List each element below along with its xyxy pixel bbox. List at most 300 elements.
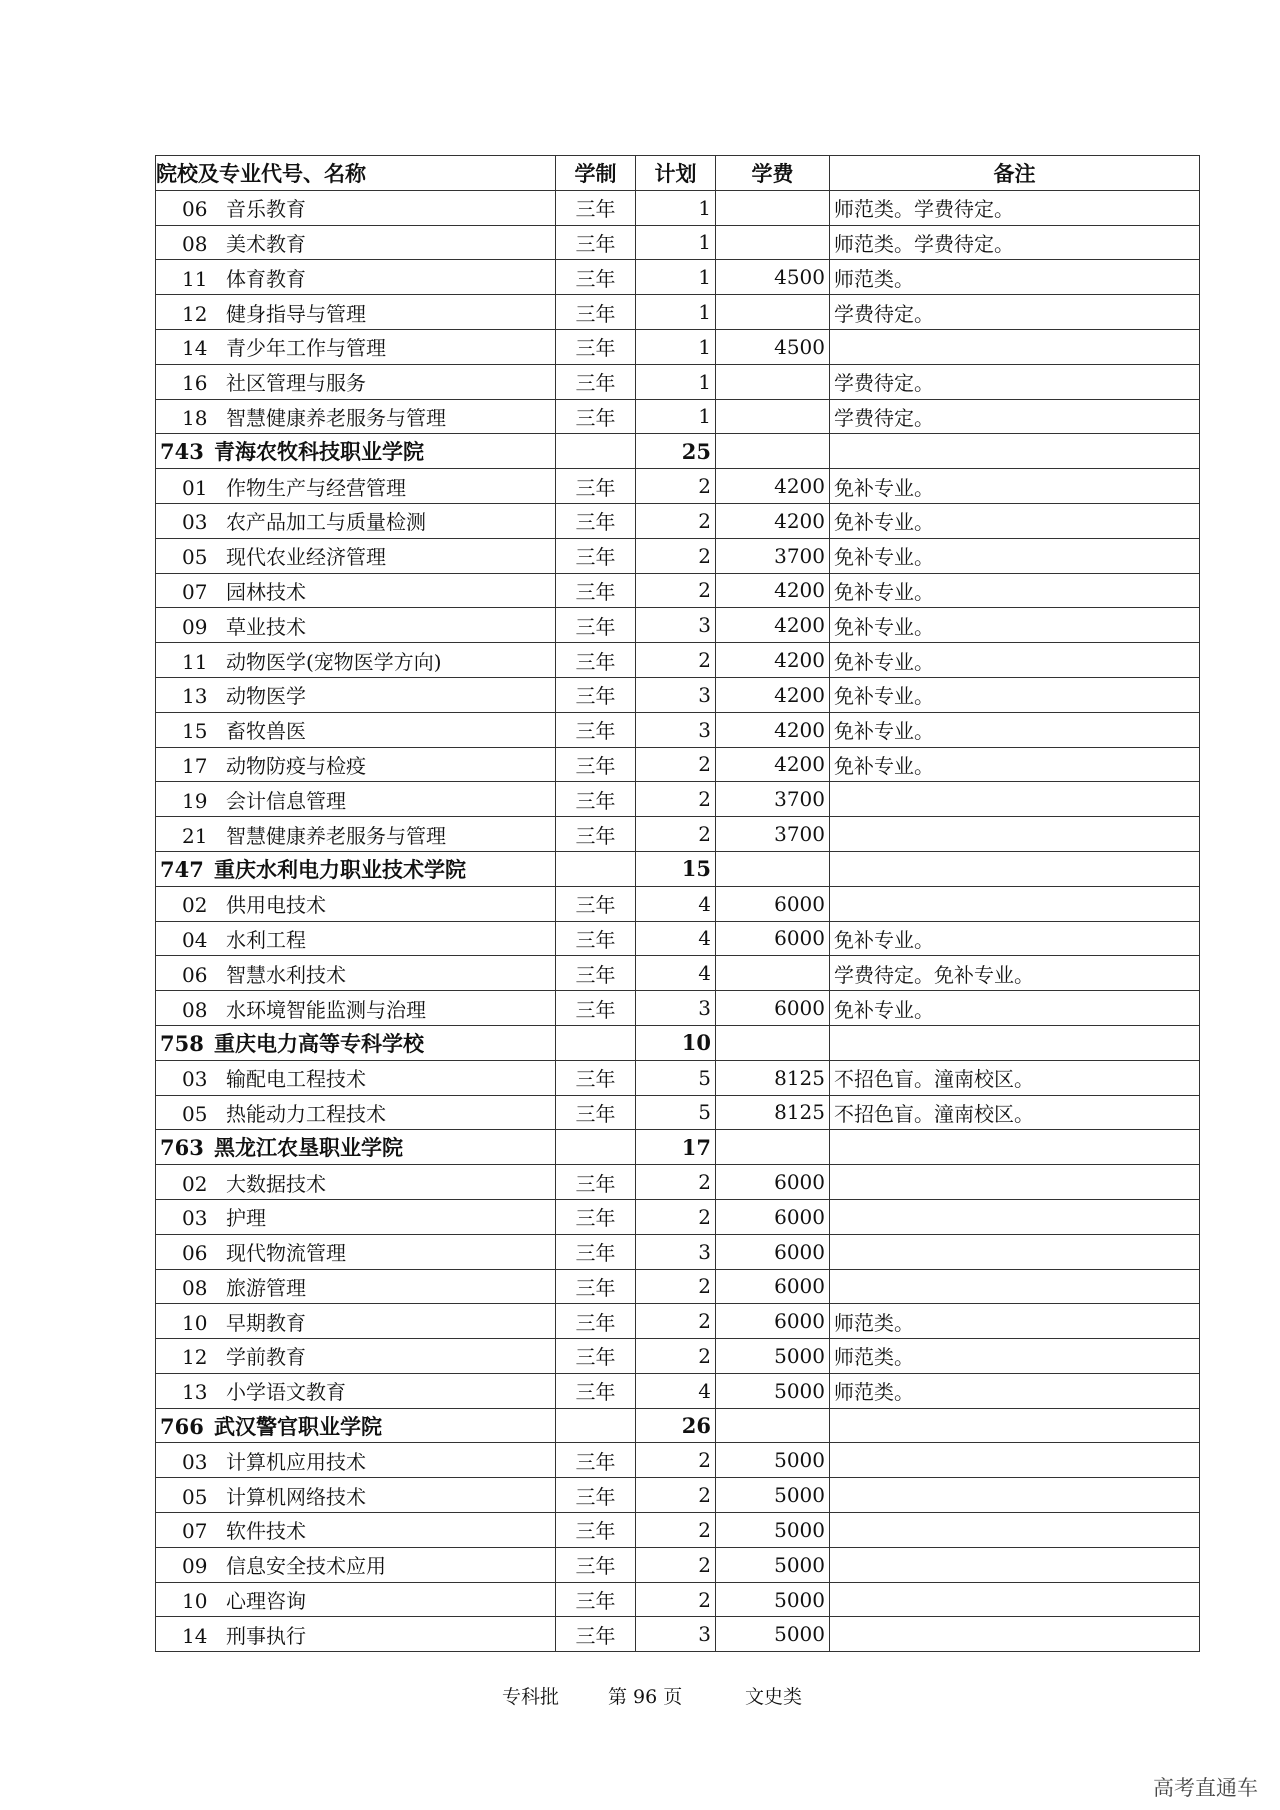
major-name: 作物生产与经营管理 [226, 475, 406, 500]
college-row [156, 851, 1200, 886]
major-code: 03 [182, 1449, 208, 1474]
college-length [556, 1408, 636, 1443]
major-plan: 1 [636, 225, 716, 260]
major-plan: 5 [636, 1095, 716, 1130]
college-row [156, 1025, 1200, 1060]
major-fee: 5000 [716, 1617, 830, 1652]
college-code: 758 [160, 1030, 204, 1056]
major-code: 05 [182, 1484, 208, 1509]
major-row [156, 1060, 1200, 1095]
major-cell [156, 1373, 556, 1408]
major-cell [156, 399, 556, 434]
major-plan: 2 [636, 1582, 716, 1617]
major-length: 三年 [556, 1234, 636, 1269]
major-name: 软件技术 [226, 1519, 306, 1544]
major-code: 16 [182, 371, 208, 396]
major-length: 三年 [556, 1304, 636, 1339]
major-length: 三年 [556, 956, 636, 991]
major-fee: 5000 [716, 1547, 830, 1582]
major-cell [156, 817, 556, 852]
major-row [156, 643, 1200, 678]
major-note: 免补专业。 [830, 469, 1200, 504]
major-name: 会计信息管理 [226, 788, 346, 813]
footer-category: 文史类 [745, 1686, 803, 1708]
major-code: 14 [182, 336, 208, 361]
major-cell [156, 1478, 556, 1513]
college-cell [156, 434, 556, 469]
major-name: 草业技术 [226, 614, 306, 639]
major-fee: 4200 [716, 573, 830, 608]
major-plan: 2 [636, 573, 716, 608]
major-row [156, 1339, 1200, 1374]
major-name: 水利工程 [226, 927, 306, 952]
major-plan: 3 [636, 608, 716, 643]
major-cell [156, 1304, 556, 1339]
major-code: 10 [182, 1310, 208, 1335]
major-code: 15 [182, 719, 208, 744]
major-plan: 2 [636, 1199, 716, 1234]
college-name: 青海农牧科技职业学院 [214, 439, 424, 465]
major-name: 信息安全技术应用 [226, 1554, 386, 1579]
major-name: 农产品加工与质量检测 [226, 510, 426, 535]
major-plan: 3 [636, 991, 716, 1026]
major-fee: 5000 [716, 1478, 830, 1513]
major-note: 师范类。 [830, 1304, 1200, 1339]
major-length: 三年 [556, 364, 636, 399]
major-cell [156, 1443, 556, 1478]
major-length: 三年 [556, 573, 636, 608]
major-fee: 3700 [716, 817, 830, 852]
major-row [156, 538, 1200, 573]
college-plan-total: 25 [636, 434, 716, 469]
major-plan: 4 [636, 921, 716, 956]
major-name: 智慧健康养老服务与管理 [226, 405, 446, 430]
major-plan: 1 [636, 295, 716, 330]
college-code: 766 [160, 1413, 204, 1439]
college-fee [716, 434, 830, 469]
major-cell [156, 608, 556, 643]
major-fee [716, 399, 830, 434]
major-code: 08 [182, 1275, 208, 1300]
major-length: 三年 [556, 1199, 636, 1234]
major-length: 三年 [556, 608, 636, 643]
major-fee: 5000 [716, 1339, 830, 1374]
major-fee: 4200 [716, 608, 830, 643]
major-note [830, 1165, 1200, 1200]
major-row [156, 1234, 1200, 1269]
major-code: 13 [182, 1380, 208, 1405]
college-row [156, 1130, 1200, 1165]
major-cell [156, 921, 556, 956]
major-name: 小学语文教育 [226, 1380, 346, 1405]
major-note: 免补专业。 [830, 538, 1200, 573]
major-row [156, 260, 1200, 295]
major-code: 12 [182, 1345, 208, 1370]
major-note: 学费待定。 [830, 364, 1200, 399]
major-note: 师范类。 [830, 260, 1200, 295]
college-plan-total: 15 [636, 851, 716, 886]
major-fee: 6000 [716, 1269, 830, 1304]
major-row [156, 329, 1200, 364]
major-note: 不招色盲。潼南校区。 [830, 1060, 1200, 1095]
college-plan-total: 17 [636, 1130, 716, 1165]
major-fee: 6000 [716, 1165, 830, 1200]
major-length: 三年 [556, 295, 636, 330]
major-plan: 2 [636, 1304, 716, 1339]
major-length: 三年 [556, 817, 636, 852]
major-row [156, 817, 1200, 852]
major-cell [156, 886, 556, 921]
major-row [156, 503, 1200, 538]
major-length: 三年 [556, 712, 636, 747]
college-note [830, 434, 1200, 469]
major-note [830, 1443, 1200, 1478]
major-note [830, 1547, 1200, 1582]
major-fee: 5000 [716, 1443, 830, 1478]
footer-batch: 专科批 [502, 1686, 560, 1708]
major-row [156, 1095, 1200, 1130]
major-code: 03 [182, 510, 208, 535]
major-note: 免补专业。 [830, 921, 1200, 956]
major-fee: 6000 [716, 991, 830, 1026]
major-fee [716, 956, 830, 991]
major-fee: 6000 [716, 886, 830, 921]
major-name: 园林技术 [226, 579, 306, 604]
major-length: 三年 [556, 782, 636, 817]
major-name: 动物防疫与检疫 [226, 753, 366, 778]
major-code: 10 [182, 1589, 208, 1614]
major-length: 三年 [556, 538, 636, 573]
major-fee: 4200 [716, 712, 830, 747]
major-plan: 3 [636, 1617, 716, 1652]
major-code: 09 [182, 1554, 208, 1579]
major-code: 12 [182, 301, 208, 326]
major-fee: 8125 [716, 1095, 830, 1130]
major-cell [156, 1339, 556, 1374]
major-row [156, 469, 1200, 504]
major-code: 07 [182, 579, 208, 604]
major-row [156, 1582, 1200, 1617]
major-note: 免补专业。 [830, 573, 1200, 608]
college-cell [156, 1130, 556, 1165]
major-fee: 5000 [716, 1513, 830, 1548]
major-name: 体育教育 [226, 266, 306, 291]
college-plan-total: 10 [636, 1025, 716, 1060]
major-name: 社区管理与服务 [226, 371, 366, 396]
footer-page-number: 第 96 页 [608, 1686, 683, 1708]
major-name: 健身指导与管理 [226, 301, 366, 326]
major-code: 05 [182, 1101, 208, 1126]
major-plan: 2 [636, 1165, 716, 1200]
college-cell [156, 1408, 556, 1443]
major-row [156, 991, 1200, 1026]
major-cell [156, 1582, 556, 1617]
major-note [830, 1478, 1200, 1513]
major-fee: 3700 [716, 782, 830, 817]
major-note: 学费待定。免补专业。 [830, 956, 1200, 991]
major-row [156, 364, 1200, 399]
major-row [156, 1165, 1200, 1200]
header-note: 备注 [830, 156, 1200, 191]
major-row [156, 1513, 1200, 1548]
major-note: 不招色盲。潼南校区。 [830, 1095, 1200, 1130]
header-plan: 计划 [636, 156, 716, 191]
college-length [556, 1130, 636, 1165]
major-note [830, 1582, 1200, 1617]
major-fee: 8125 [716, 1060, 830, 1095]
major-fee [716, 190, 830, 225]
major-row [156, 295, 1200, 330]
major-note: 免补专业。 [830, 503, 1200, 538]
major-length: 三年 [556, 503, 636, 538]
major-plan: 2 [636, 469, 716, 504]
major-code: 18 [182, 405, 208, 430]
major-note: 师范类。 [830, 1373, 1200, 1408]
college-length [556, 434, 636, 469]
major-fee: 4500 [716, 260, 830, 295]
major-row [156, 1269, 1200, 1304]
major-row [156, 1478, 1200, 1513]
major-cell [156, 1165, 556, 1200]
major-length: 三年 [556, 1165, 636, 1200]
major-code: 11 [182, 649, 208, 674]
major-code: 13 [182, 684, 208, 709]
major-note [830, 782, 1200, 817]
major-note [830, 1617, 1200, 1652]
major-cell [156, 503, 556, 538]
major-row [156, 1373, 1200, 1408]
major-plan: 5 [636, 1060, 716, 1095]
major-plan: 2 [636, 1513, 716, 1548]
major-plan: 2 [636, 1269, 716, 1304]
major-cell [156, 260, 556, 295]
major-length: 三年 [556, 1443, 636, 1478]
admission-plan-table [155, 155, 1200, 1652]
major-name: 护理 [226, 1206, 266, 1231]
major-row [156, 921, 1200, 956]
major-fee: 6000 [716, 1199, 830, 1234]
major-fee [716, 295, 830, 330]
college-length [556, 1025, 636, 1060]
major-plan: 4 [636, 956, 716, 991]
major-row [156, 677, 1200, 712]
major-name: 动物医学(宠物医学方向) [226, 649, 442, 674]
major-row [156, 225, 1200, 260]
major-name: 热能动力工程技术 [226, 1101, 386, 1126]
major-name: 计算机应用技术 [226, 1449, 366, 1474]
college-name: 武汉警官职业学院 [214, 1413, 382, 1439]
major-cell [156, 1513, 556, 1548]
major-length: 三年 [556, 1060, 636, 1095]
major-plan: 1 [636, 190, 716, 225]
major-length: 三年 [556, 1095, 636, 1130]
major-length: 三年 [556, 1513, 636, 1548]
major-fee: 4200 [716, 469, 830, 504]
major-cell [156, 1095, 556, 1130]
major-row [156, 956, 1200, 991]
college-note [830, 1025, 1200, 1060]
major-note: 免补专业。 [830, 712, 1200, 747]
major-fee: 4200 [716, 503, 830, 538]
major-fee: 6000 [716, 921, 830, 956]
major-name: 畜牧兽医 [226, 719, 306, 744]
major-note: 师范类。 [830, 1339, 1200, 1374]
major-code: 04 [182, 927, 208, 952]
major-note: 免补专业。 [830, 608, 1200, 643]
major-name: 智慧健康养老服务与管理 [226, 823, 446, 848]
major-cell [156, 225, 556, 260]
major-name: 水环境智能监测与治理 [226, 997, 426, 1022]
major-cell [156, 956, 556, 991]
major-note: 免补专业。 [830, 677, 1200, 712]
major-code: 06 [182, 197, 208, 222]
major-code: 01 [182, 475, 208, 500]
major-code: 17 [182, 753, 208, 778]
major-row [156, 1443, 1200, 1478]
major-cell [156, 364, 556, 399]
major-fee: 6000 [716, 1234, 830, 1269]
major-row [156, 782, 1200, 817]
major-cell [156, 295, 556, 330]
major-name: 大数据技术 [226, 1171, 326, 1196]
major-row [156, 1199, 1200, 1234]
major-length: 三年 [556, 747, 636, 782]
major-note [830, 1269, 1200, 1304]
major-plan: 2 [636, 1547, 716, 1582]
major-plan: 2 [636, 747, 716, 782]
major-note [830, 1513, 1200, 1548]
major-length: 三年 [556, 225, 636, 260]
major-note [830, 886, 1200, 921]
major-cell [156, 747, 556, 782]
college-cell [156, 1025, 556, 1060]
major-code: 06 [182, 1241, 208, 1266]
major-length: 三年 [556, 260, 636, 295]
major-note: 学费待定。 [830, 399, 1200, 434]
major-length: 三年 [556, 329, 636, 364]
major-row [156, 190, 1200, 225]
major-length: 三年 [556, 643, 636, 678]
major-length: 三年 [556, 399, 636, 434]
college-fee [716, 1025, 830, 1060]
major-length: 三年 [556, 1339, 636, 1374]
major-code: 14 [182, 1623, 208, 1648]
major-plan: 1 [636, 399, 716, 434]
major-row [156, 1304, 1200, 1339]
major-length: 三年 [556, 1269, 636, 1304]
major-length: 三年 [556, 1582, 636, 1617]
major-plan: 3 [636, 677, 716, 712]
major-cell [156, 643, 556, 678]
major-plan: 1 [636, 260, 716, 295]
major-code: 02 [182, 1171, 208, 1196]
major-code: 06 [182, 962, 208, 987]
watermark: 高考直通车 [1153, 1776, 1258, 1800]
college-note [830, 1408, 1200, 1443]
major-name: 旅游管理 [226, 1275, 306, 1300]
major-fee: 3700 [716, 538, 830, 573]
major-cell [156, 782, 556, 817]
major-plan: 2 [636, 1478, 716, 1513]
major-code: 08 [182, 231, 208, 256]
major-note [830, 817, 1200, 852]
major-plan: 3 [636, 1234, 716, 1269]
major-note: 师范类。学费待定。 [830, 190, 1200, 225]
major-cell [156, 1617, 556, 1652]
major-cell [156, 1547, 556, 1582]
college-fee [716, 1408, 830, 1443]
major-fee: 4200 [716, 677, 830, 712]
major-note [830, 329, 1200, 364]
major-fee: 6000 [716, 1304, 830, 1339]
major-row [156, 608, 1200, 643]
major-fee: 4500 [716, 329, 830, 364]
major-note: 学费待定。 [830, 295, 1200, 330]
major-code: 02 [182, 893, 208, 918]
major-code: 03 [182, 1206, 208, 1231]
major-plan: 2 [636, 538, 716, 573]
major-plan: 3 [636, 712, 716, 747]
major-cell [156, 469, 556, 504]
major-plan: 2 [636, 782, 716, 817]
major-cell [156, 329, 556, 364]
major-note: 师范类。学费待定。 [830, 225, 1200, 260]
major-plan: 2 [636, 503, 716, 538]
header-length: 学制 [556, 156, 636, 191]
college-code: 747 [160, 856, 204, 882]
major-cell [156, 712, 556, 747]
major-fee: 4200 [716, 643, 830, 678]
major-code: 11 [182, 266, 208, 291]
major-name: 现代物流管理 [226, 1241, 346, 1266]
college-name: 黑龙江农垦职业学院 [214, 1135, 403, 1161]
major-length: 三年 [556, 1547, 636, 1582]
college-fee [716, 1130, 830, 1165]
major-row [156, 1547, 1200, 1582]
major-length: 三年 [556, 1617, 636, 1652]
college-length [556, 851, 636, 886]
major-note: 免补专业。 [830, 747, 1200, 782]
major-length: 三年 [556, 886, 636, 921]
major-code: 21 [182, 823, 208, 848]
college-fee [716, 851, 830, 886]
header-fee: 学费 [716, 156, 830, 191]
major-name: 音乐教育 [226, 197, 306, 222]
major-cell [156, 1234, 556, 1269]
header-name: 院校及专业代号、名称 [156, 156, 556, 191]
major-cell [156, 991, 556, 1026]
major-row [156, 399, 1200, 434]
college-code: 743 [160, 439, 204, 465]
college-code: 763 [160, 1135, 204, 1161]
major-note [830, 1234, 1200, 1269]
major-row [156, 573, 1200, 608]
major-name: 刑事执行 [226, 1623, 306, 1648]
major-name: 输配电工程技术 [226, 1067, 366, 1092]
major-code: 19 [182, 788, 208, 813]
major-code: 08 [182, 997, 208, 1022]
major-name: 美术教育 [226, 231, 306, 256]
major-plan: 2 [636, 643, 716, 678]
major-row [156, 886, 1200, 921]
major-row [156, 712, 1200, 747]
major-name: 智慧水利技术 [226, 962, 346, 987]
major-name: 供用电技术 [226, 893, 326, 918]
major-cell [156, 677, 556, 712]
major-cell [156, 1199, 556, 1234]
major-cell [156, 538, 556, 573]
major-note: 免补专业。 [830, 991, 1200, 1026]
